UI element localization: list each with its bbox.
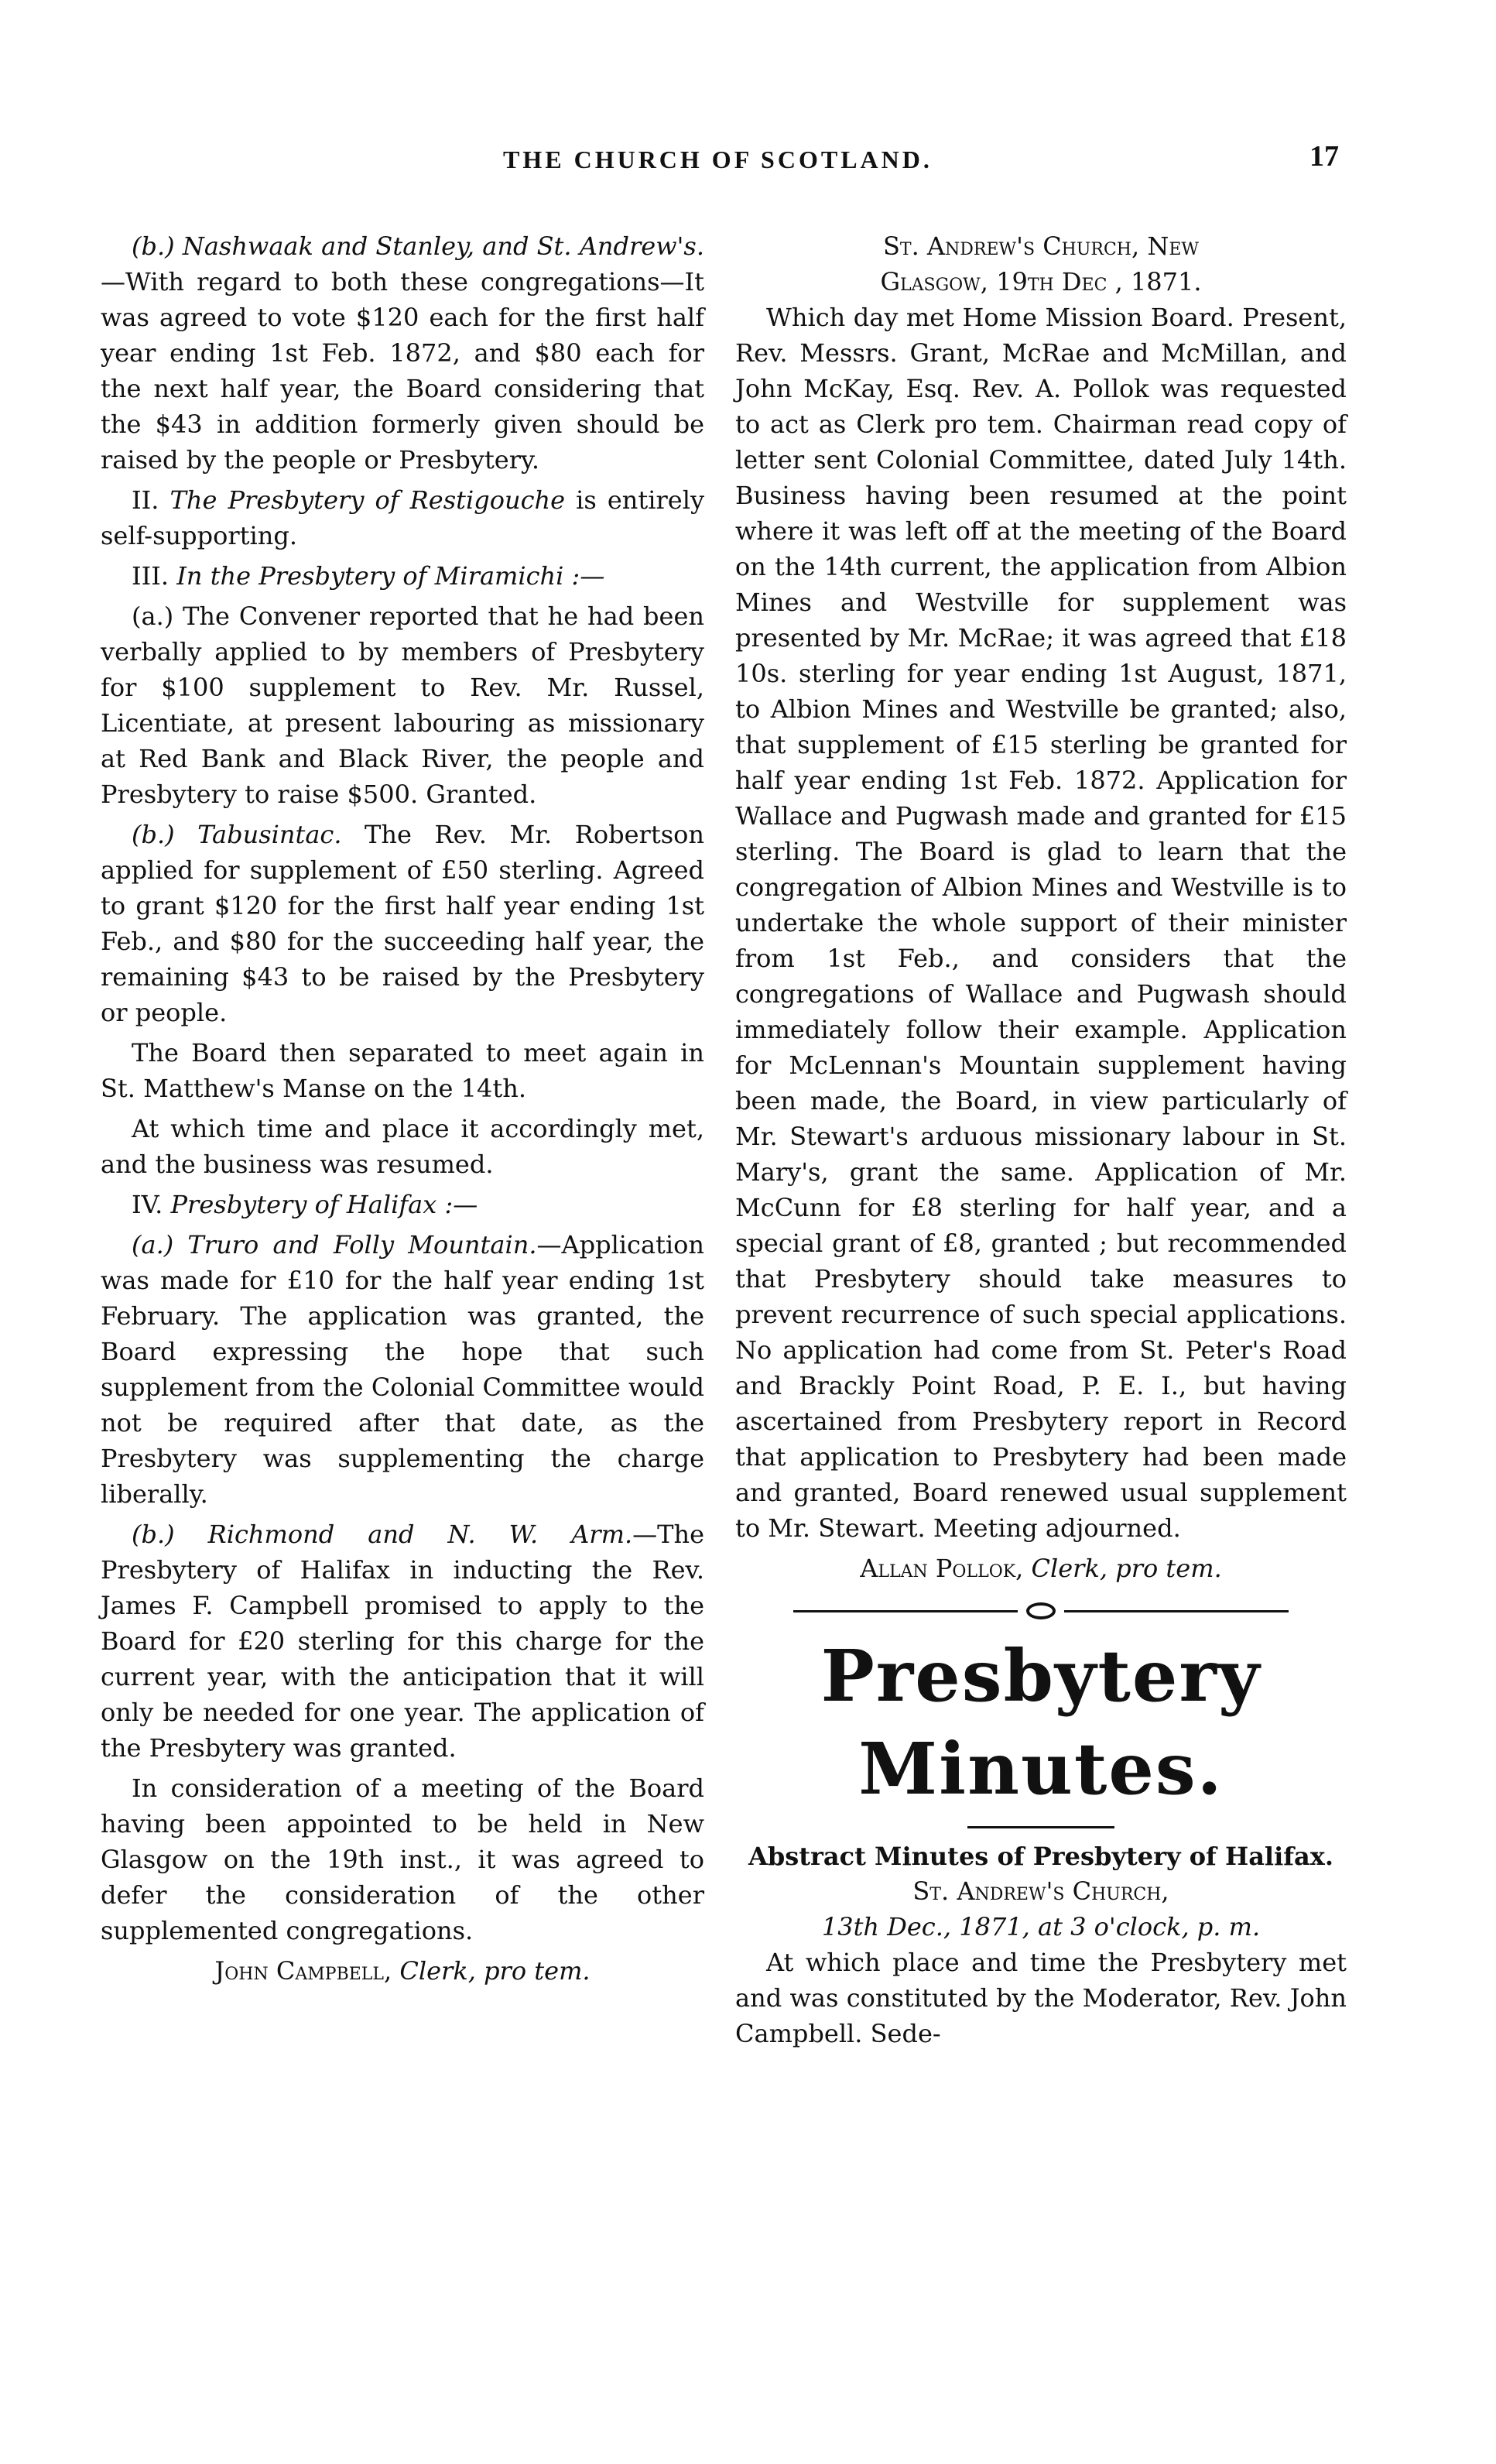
left-column bbox=[101, 228, 704, 1993]
subheading: Abstract Minutes of Presbytery of Halifax. bbox=[748, 1842, 1333, 1871]
item-truro bbox=[101, 1227, 704, 1512]
item-tabusintac bbox=[101, 817, 704, 1030]
paragraph-consideration: In consideration of a meeting of the Board having been appointed to be held in New Glasgow on the 19th inst., it was agreed to defer the consideration of the other supplemented congregations. bbox=[101, 1773, 704, 1945]
divider bbox=[967, 1826, 1114, 1828]
section-iv bbox=[101, 1187, 704, 1222]
signature-role: Clerk, pro tem. bbox=[399, 1956, 591, 1986]
item-heading: (a.) Truro and Folly Mountain. bbox=[132, 1230, 537, 1259]
section-text: is entirely self-supporting. bbox=[101, 485, 705, 550]
meeting-place-2 bbox=[735, 1873, 1347, 1945]
ornament-icon bbox=[1018, 1600, 1064, 1622]
place-line: St. Andrew's Church, bbox=[912, 1876, 1169, 1906]
page-number: 17 bbox=[1309, 140, 1339, 173]
section-number: II. bbox=[132, 485, 159, 515]
presbytery-text: At which place and time the Presbytery met and was constituted by the Moderator, Rev. John Campbell. Sede- bbox=[735, 1948, 1347, 2048]
board-minutes: Which day met Home Mission Board. Present, Rev. Messrs. Grant, McRae and McMillan, and John McKay, Esq. Rev. A. Pollok was requested to act as Clerk pro tem. Chairman read copy of letter sent Colonial Committee, dated July 14th. Business having been resumed at the point where it was left off at the meeting of the Board on the 14th current, the application from Albion Mines and Westville for supplement was presented by Mr. McRae; it was agreed that £18 10s. sterling for year ending 1st August, 1871, to Albion Mines and Westville be granted; also, that supplement of £15 sterling be granted for half year ending 1st Feb. 1872. Application for Wallace and Pugwash made and granted for £15 sterling. The Board is glad to learn that the congregation of Albion Mines and Westville is to undertake the whole support of their minister from 1st Feb., and considers that the congregations of Wallace and Pugwash should immediately follow their example. Application for McLennan's Mountain supplement having been made, the Board, in view particularly of Mr. Stewart's arduous missionary labour in St. Mary's, grant the same. Application of Mr. McCunn for £8 sterling for half year, and a special grant of £8, granted ; but recommended that Presbytery should take measures to prevent recurrence of such special applications. No application had come from St. Peter's Road and Brackly Point Road, P. E. I., but having ascertained from Presbytery report in Record that application to Presbytery had been made and granted, Board renewed usual supplement to Mr. Stewart. Meeting adjourned. bbox=[735, 303, 1347, 1543]
section-number: IV. bbox=[132, 1190, 163, 1219]
place-line: Glasgow, 19th Dec , 1871. bbox=[880, 267, 1202, 296]
item-heading: (b.) Richmond and N. W. Arm. bbox=[132, 1520, 633, 1549]
item-text: —The Presbytery of Halifax in inducting the Rev. James F. Campbell promised to apply to the Board for £20 sterling for this charge for the current year, with the anticipation that it will only be needed for one year. The application of the Presbytery was granted. bbox=[101, 1520, 704, 1763]
paragraph-separated: The Board then separated to meet again in St. Matthew's Manse on the 14th. bbox=[101, 1038, 704, 1103]
page-header bbox=[101, 139, 1339, 194]
item-red-bank: (a.) The Convener reported that he had been verbally applied to by members of Presbytery for $100 supplement to Rev. Mr. Russel, Licentiate, at present labouring as missionary at Red Bank and Black River, the people and Presbytery to raise $500. Granted. bbox=[101, 601, 704, 809]
ornamental-rule bbox=[793, 1600, 1289, 1622]
item-richmond bbox=[101, 1516, 704, 1766]
signature-pollok bbox=[735, 1551, 1347, 1586]
section-title: Presbytery Minutes. bbox=[820, 1634, 1262, 1811]
section-number: III. bbox=[132, 561, 169, 591]
section-iii bbox=[101, 558, 704, 594]
section-title: Presbytery of Halifax :— bbox=[170, 1190, 478, 1219]
meeting-place bbox=[735, 228, 1347, 300]
signature-role: Clerk, pro tem. bbox=[1031, 1554, 1222, 1583]
place-line: St. Andrew's Church, New bbox=[882, 231, 1200, 261]
section-title: The Presbytery of Restigouche bbox=[169, 485, 566, 515]
right-column bbox=[735, 228, 1347, 2056]
item-heading: (b.) Nashwaak and Stanley, and St. Andrew's. bbox=[132, 231, 704, 261]
section-title: In the Presbytery of Miramichi :— bbox=[176, 561, 605, 591]
item-heading: (b.) Tabusintac. bbox=[132, 820, 342, 849]
item-text: —Application was made for £10 for the half year ending 1st February. The application was granted, the Board expressing the hope that such supplement from the Colonial Committee would not be required after that date, as the Presbytery was supplementing the charge liberally. bbox=[101, 1230, 704, 1509]
place-line: 13th Dec., 1871, at 3 o'clock, p. m. bbox=[821, 1912, 1261, 1941]
item-text: —With regard to both these congregations—It was agreed to vote $120 each for the first half year ending 1st Feb. 1872, and $80 each for the next half year, the Board considering that the $43 in addition formerly given should be raised by the people or Presbytery. bbox=[101, 267, 704, 475]
paragraph-resumed: At which time and place it accordingly met, and the business was resumed. bbox=[101, 1114, 704, 1179]
signature-campbell bbox=[101, 1953, 704, 1989]
item-text: The Rev. Mr. Robertson applied for supplement of £50 sterling. Agreed to grant $120 for the first half year ending 1st Feb., and $80 for the succeeding half year, the remaining $43 to be raised by the Presbytery or people. bbox=[101, 820, 705, 1027]
item-nashwaak bbox=[101, 228, 704, 478]
signature-name: John Campbell, bbox=[214, 1956, 392, 1986]
section-ii bbox=[101, 482, 704, 553]
running-title: THE CHURCH OF SCOTLAND. bbox=[503, 146, 933, 173]
signature-name: Allan Pollok, bbox=[860, 1554, 1024, 1583]
